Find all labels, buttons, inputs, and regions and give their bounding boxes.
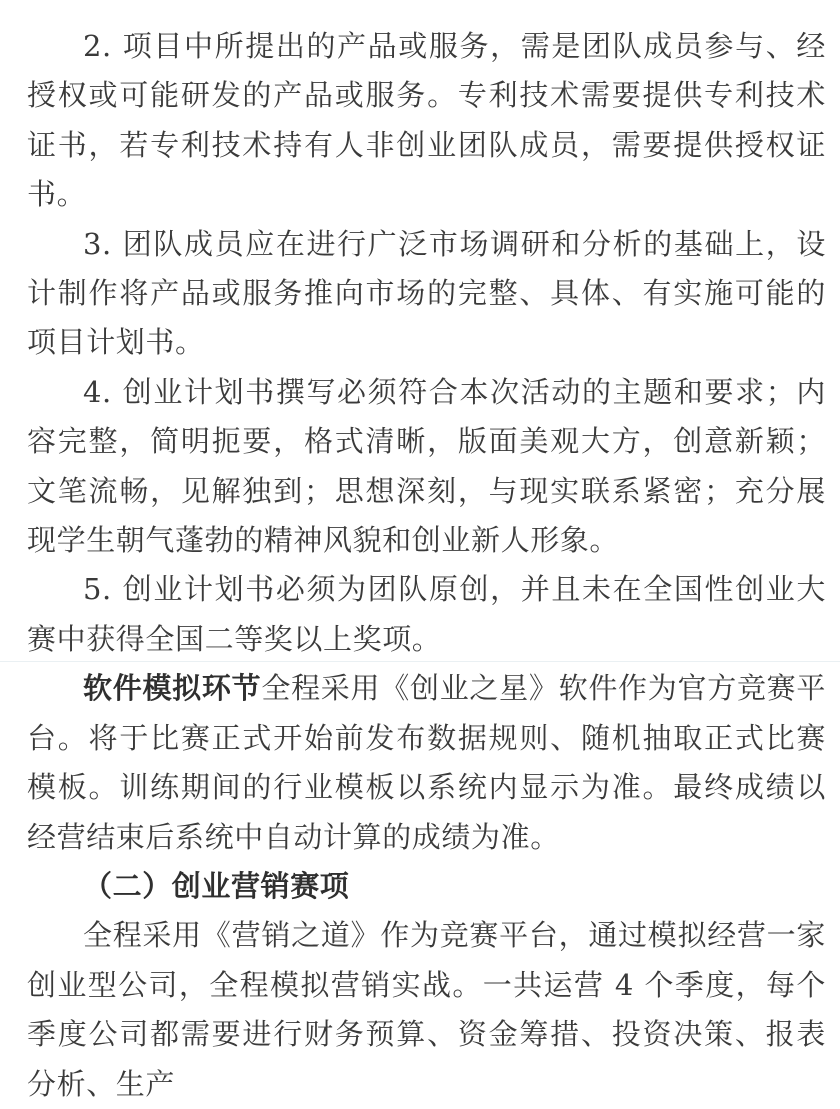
paragraph-item-5: 5. 创业计划书必须为团队原创，并且未在全国性创业大赛中获得全国二等奖以上奖项。 [27,572,826,656]
divider [0,661,840,662]
software-simulation-lead: 软件模拟环节 [83,671,262,706]
software-simulation-paragraph [0,664,840,862]
section-heading-marketing: （二）创业营销赛项 [83,868,350,903]
paragraph-item-3: 3. 团队成员应在进行广泛市场调研和分析的基础上，设计制作将产品或服务推向市场的完整、具体、有实施可能的项目计划书。 [27,226,826,360]
marketing-paragraph: 全程采用《营销之道》作为竞赛平台，通过模拟经营一家创业型公司，全程模拟营销实战。一共运营 4 个季度，每个季度公司都需要进行财务预算、资金筹措、投资决策、报表分析、生产 [27,918,826,1101]
paragraph-item-4: 4. 创业计划书撰写必须符合本次活动的主题和要求；内容完整，简明扼要，格式清晰，版面美观大方，创意新颖；文笔流畅，见解独到；思想深刻，与现实联系紧密；充分展现学生朝气蓬勃的精神风貌和创业新人形象。 [27,374,826,558]
paragraph-item-2: 2. 项目中所提出的产品或服务，需是团队成员参与、经授权或可能研发的产品或服务。专利技术需要提供专利技术证书，若专利技术持有人非创业团队成员，需要提供授权证书。 [27,29,826,212]
software-simulation-text: 全程采用《创业之星》软件作为官方竞赛平台。将于比赛正式开始前发布数据规则、随机抽取正式比赛模板。训练期间的行业模板以系统内显示为准。最终成绩以经营结束后系统中自动计算的成绩为准。 [27,671,826,854]
